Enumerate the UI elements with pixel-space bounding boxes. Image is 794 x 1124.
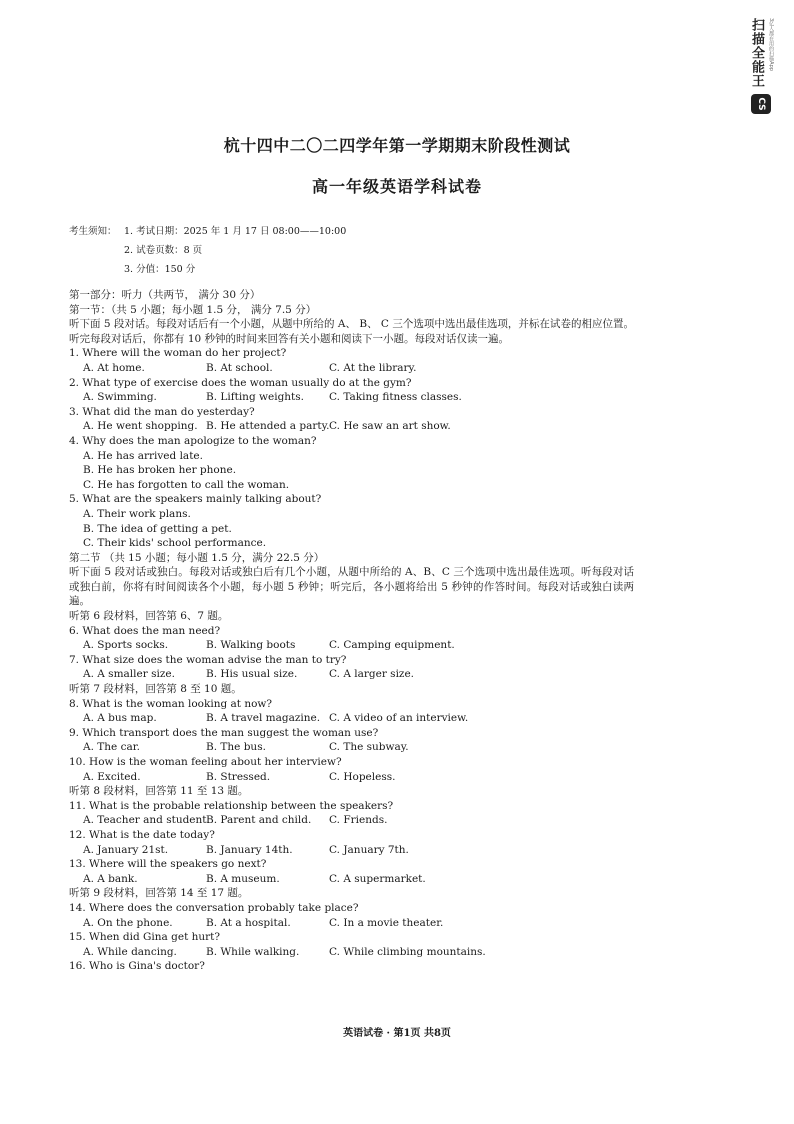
page-footer: 英语试卷 · 第1页 共8页: [343, 1028, 451, 1039]
option-a: A. Excited.: [83, 770, 141, 783]
option-a: A. At home.: [83, 361, 145, 374]
question-options: [69, 916, 634, 931]
option-c: C. Hopeless.: [329, 770, 396, 783]
section1-instructions: 听下面 5 段对话。每段对话后有一个小题，从题中所给的 A、 B、 C 三个选项中选出最佳选项，并标在试卷的相应位置。听完每段对话后，你都有 10 秒钟的时间来回答有关小题和阅读下一小题。每段对话仅读一遍。: [69, 318, 634, 345]
option-c: C. At the library.: [329, 361, 417, 374]
question-stem: 6. What does the man need?: [69, 624, 221, 637]
question-stem: 4. Why does the man apologize to the woman?: [69, 434, 317, 447]
question-stem: 15. When did Gina get hurt?: [69, 931, 221, 944]
section2-instructions: 听下面 5 段对话或独白。每段对话或独白后有几个小题，从题中所给的 A、B、C 三个选项中选出最佳选项。听每段对话或独白前，你将有时间阅读各个小题，每小题 5 秒钟；听完后，各小题将给出 5 秒钟的作答时间。每段对话或独白读两遍。: [69, 566, 634, 608]
listening-section: [69, 288, 634, 974]
option-a: A. A bus map.: [83, 712, 157, 725]
option-a: A. He went shopping.: [83, 420, 198, 433]
notice-label: 考生须知：: [69, 226, 117, 237]
option-b: B. Walking boots: [206, 639, 296, 652]
option-b: B. A travel magazine.: [206, 712, 321, 725]
section2-heading: 第二节 （共 15 小题；每小题 1.5 分，满分 22.5 分）: [69, 551, 325, 564]
question-options: [69, 740, 634, 755]
question-options: [69, 638, 634, 653]
option-c: C. A larger size.: [329, 668, 415, 681]
notice-item: 2. 试卷页数：8 页: [124, 245, 203, 256]
watermark-tagline: 3亿人都在用的扫描App: [768, 18, 774, 71]
option-c: C. Taking fitness classes.: [329, 391, 462, 404]
option-b: B. The idea of getting a pet.: [83, 522, 232, 535]
option-c: C. A supermarket.: [329, 872, 426, 885]
option-b: B. While walking.: [206, 945, 300, 958]
option-b: B. His usual size.: [206, 668, 298, 681]
question-stem: 13. Where will the speakers go next?: [69, 858, 267, 871]
option-c: C. While climbing mountains.: [329, 945, 486, 958]
material-heading: 听第 8 段材料，回答第 11 至 13 题。: [69, 785, 249, 798]
question-stem: 7. What size does the woman advise the man to try?: [69, 653, 347, 666]
option-a: A. On the phone.: [83, 916, 173, 929]
option-b: B. Lifting weights.: [206, 391, 304, 404]
option-a: A. Sports socks.: [83, 639, 169, 652]
option-a: A. A smaller size.: [83, 668, 175, 681]
option-c: C. A video of an interview.: [329, 712, 469, 725]
option-b: B. A museum.: [206, 872, 280, 885]
watermark-name: 扫描全能王: [749, 18, 764, 88]
option-c: C. He saw an art show.: [329, 420, 451, 433]
section1-heading: 第一节：（共 5 小题；每小题 1.5 分， 满分 7.5 分）: [69, 303, 317, 316]
scanner-watermark: [748, 14, 776, 118]
option-a: A. The car.: [83, 741, 140, 754]
exam-subtitle: 高一年级英语学科试卷: [311, 177, 482, 196]
question-stem: 3. What did the man do yesterday?: [69, 405, 255, 418]
candidate-notice: [69, 222, 346, 279]
question-stem: 1. Where will the woman do her project?: [69, 347, 287, 360]
question-stem: 5. What are the speakers mainly talking about?: [69, 493, 322, 506]
option-a: A. Teacher and student.: [83, 814, 210, 827]
option-c: C. January 7th.: [329, 843, 409, 856]
question-options: [69, 667, 634, 682]
question-options: [69, 813, 634, 828]
option-b: B. He has broken her phone.: [83, 464, 237, 477]
question-options: [69, 945, 634, 960]
question-options: [69, 361, 634, 376]
notice-item: 3. 分值：150 分: [124, 264, 196, 275]
option-b: B. He attended a party.: [206, 420, 330, 433]
question-options: [69, 770, 634, 785]
material-heading: 听第 9 段材料，回答第 14 至 17 题。: [69, 887, 249, 900]
question-stem: 9. Which transport does the man suggest the woman use?: [69, 726, 379, 739]
question-options: [69, 843, 634, 858]
option-c: C. In a movie theater.: [329, 916, 444, 929]
part-heading: 第一部分：听力（共两节， 满分 30 分）: [69, 289, 261, 301]
question-stem: 16. Who is Gina's doctor?: [69, 960, 205, 973]
notice-item: 1. 考试日期：2025 年 1 月 17 日 08:00——10:00: [124, 226, 347, 237]
option-c: C. Friends.: [329, 814, 388, 827]
question-stem: 12. What is the date today?: [69, 828, 215, 841]
question-stem: 2. What type of exercise does the woman usually do at the gym?: [69, 376, 412, 389]
option-c: C. Camping equipment.: [329, 639, 455, 652]
option-b: B. Stressed.: [206, 770, 271, 783]
material-heading: 听第 7 段材料，回答第 8 至 10 题。: [69, 683, 242, 696]
question-options: [69, 390, 634, 405]
option-a: A. While dancing.: [83, 945, 177, 958]
question-stem: 10. How is the woman feeling about her interview?: [69, 756, 342, 768]
camscanner-logo-icon: CS: [751, 94, 771, 114]
question-options: [69, 872, 634, 887]
option-a: A. Their work plans.: [83, 507, 191, 520]
question-stem: 11. What is the probable relationship between the speakers?: [69, 799, 394, 812]
question-options: [69, 419, 634, 434]
material-heading: 听第 6 段材料，回答第 6、7 题。: [69, 610, 229, 623]
option-c: C. Their kids' school performance.: [83, 537, 267, 550]
option-a: A. Swimming.: [83, 391, 157, 404]
option-a: A. A bank.: [83, 872, 138, 885]
question-stem: 8. What is the woman looking at now?: [69, 697, 273, 710]
option-b: B. January 14th.: [206, 843, 293, 856]
option-b: B. Parent and child.: [206, 814, 312, 827]
option-c: C. The subway.: [329, 741, 409, 754]
option-b: B. At a hospital.: [206, 916, 291, 929]
option-b: B. At school.: [206, 361, 273, 374]
exam-title: 杭十四中二〇二四学年第一学期期末阶段性测试: [223, 136, 571, 155]
question-options: [69, 711, 634, 726]
option-b: B. The bus.: [206, 741, 266, 754]
option-c: C. He has forgotten to call the woman.: [83, 478, 290, 491]
option-a: A. January 21st.: [83, 843, 169, 856]
option-a: A. He has arrived late.: [83, 449, 203, 462]
question-stem: 14. Where does the conversation probably take place?: [69, 901, 359, 914]
